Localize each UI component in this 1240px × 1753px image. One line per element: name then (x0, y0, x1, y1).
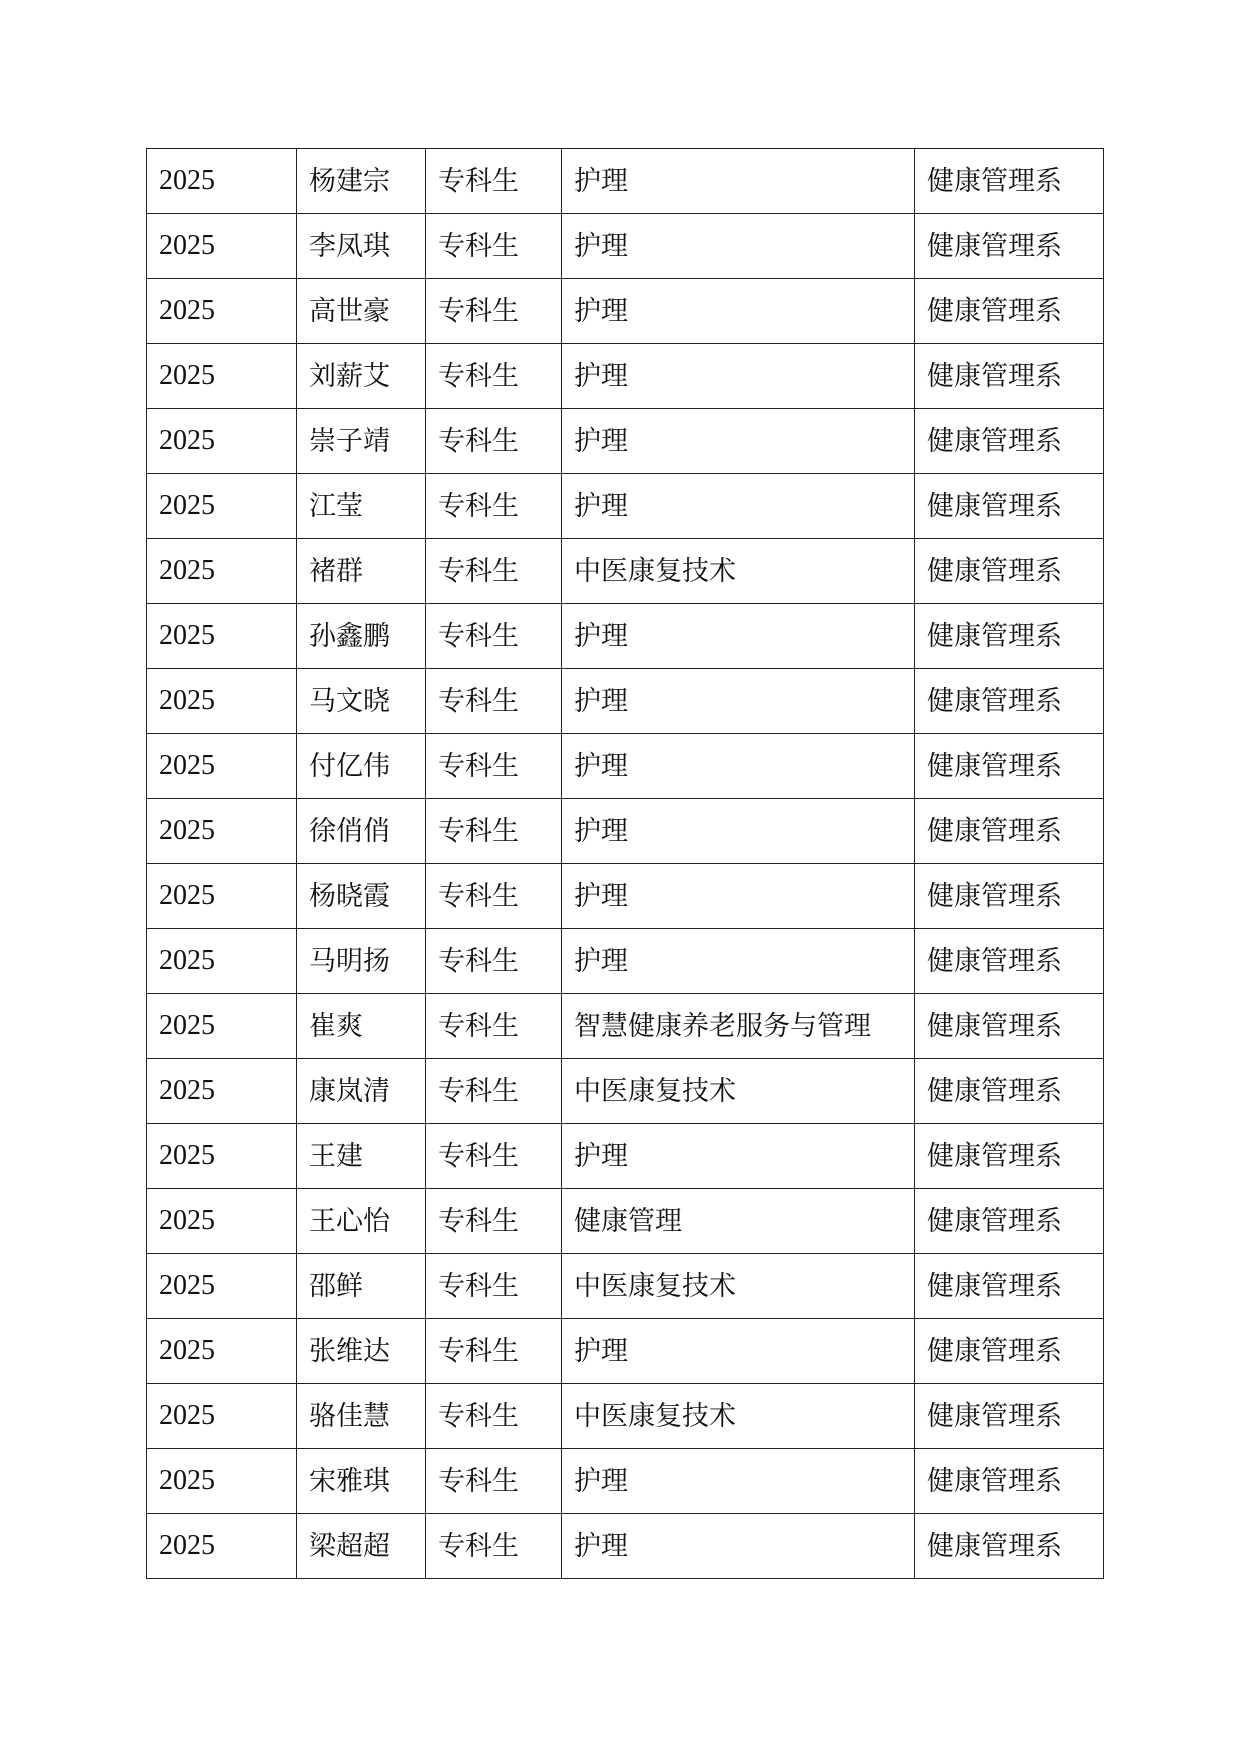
department-cell: 健康管理系 (915, 1449, 1104, 1514)
department-cell: 健康管理系 (915, 994, 1104, 1059)
department-cell: 健康管理系 (915, 1384, 1104, 1449)
department-cell: 健康管理系 (915, 1124, 1104, 1189)
name-cell: 徐俏俏 (297, 799, 426, 864)
level-cell: 专科生 (426, 409, 562, 474)
name-cell: 刘薪艾 (297, 344, 426, 409)
table-row (147, 1449, 1104, 1514)
level-cell: 专科生 (426, 1384, 562, 1449)
level-cell: 专科生 (426, 1124, 562, 1189)
department-cell: 健康管理系 (915, 1514, 1104, 1579)
major-cell: 健康管理 (562, 1189, 915, 1254)
year-cell: 2025 (147, 994, 297, 1059)
name-cell: 王建 (297, 1124, 426, 1189)
name-cell: 康岚清 (297, 1059, 426, 1124)
level-cell: 专科生 (426, 604, 562, 669)
name-cell: 邵鲜 (297, 1254, 426, 1319)
name-cell: 骆佳慧 (297, 1384, 426, 1449)
name-cell: 高世豪 (297, 279, 426, 344)
name-cell: 张维达 (297, 1319, 426, 1384)
year-cell: 2025 (147, 669, 297, 734)
department-cell: 健康管理系 (915, 604, 1104, 669)
department-cell: 健康管理系 (915, 734, 1104, 799)
year-cell: 2025 (147, 409, 297, 474)
table-row (147, 1124, 1104, 1189)
major-cell: 中医康复技术 (562, 1059, 915, 1124)
major-cell: 护理 (562, 409, 915, 474)
major-cell: 中医康复技术 (562, 1384, 915, 1449)
major-cell: 护理 (562, 279, 915, 344)
level-cell: 专科生 (426, 279, 562, 344)
name-cell: 马明扬 (297, 929, 426, 994)
name-cell: 杨晓霞 (297, 864, 426, 929)
table-row (147, 279, 1104, 344)
name-cell: 孙鑫鹏 (297, 604, 426, 669)
department-cell: 健康管理系 (915, 539, 1104, 604)
level-cell: 专科生 (426, 669, 562, 734)
level-cell: 专科生 (426, 734, 562, 799)
department-cell: 健康管理系 (915, 1059, 1104, 1124)
major-cell: 中医康复技术 (562, 539, 915, 604)
level-cell: 专科生 (426, 539, 562, 604)
major-cell: 护理 (562, 474, 915, 539)
table-row (147, 1514, 1104, 1579)
major-cell: 护理 (562, 669, 915, 734)
table-row (147, 1254, 1104, 1319)
student-roster-table (146, 148, 1104, 1579)
year-cell: 2025 (147, 1514, 297, 1579)
major-cell: 护理 (562, 864, 915, 929)
table-row (147, 409, 1104, 474)
year-cell: 2025 (147, 1449, 297, 1514)
level-cell: 专科生 (426, 214, 562, 279)
major-cell: 护理 (562, 734, 915, 799)
table-row (147, 539, 1104, 604)
major-cell: 护理 (562, 344, 915, 409)
level-cell: 专科生 (426, 1319, 562, 1384)
department-cell: 健康管理系 (915, 864, 1104, 929)
year-cell: 2025 (147, 734, 297, 799)
level-cell: 专科生 (426, 994, 562, 1059)
table-row (147, 799, 1104, 864)
table-row (147, 734, 1104, 799)
department-cell: 健康管理系 (915, 214, 1104, 279)
name-cell: 王心怡 (297, 1189, 426, 1254)
name-cell: 江莹 (297, 474, 426, 539)
department-cell: 健康管理系 (915, 344, 1104, 409)
year-cell: 2025 (147, 149, 297, 214)
major-cell: 中医康复技术 (562, 1254, 915, 1319)
level-cell: 专科生 (426, 1189, 562, 1254)
year-cell: 2025 (147, 279, 297, 344)
major-cell: 护理 (562, 1124, 915, 1189)
department-cell: 健康管理系 (915, 669, 1104, 734)
major-cell: 护理 (562, 149, 915, 214)
level-cell: 专科生 (426, 864, 562, 929)
year-cell: 2025 (147, 1319, 297, 1384)
table-row (147, 344, 1104, 409)
level-cell: 专科生 (426, 1449, 562, 1514)
year-cell: 2025 (147, 1124, 297, 1189)
major-cell: 护理 (562, 604, 915, 669)
department-cell: 健康管理系 (915, 1319, 1104, 1384)
name-cell: 宋雅琪 (297, 1449, 426, 1514)
major-cell: 护理 (562, 1319, 915, 1384)
year-cell: 2025 (147, 474, 297, 539)
table-row (147, 669, 1104, 734)
table-row (147, 864, 1104, 929)
major-cell: 智慧健康养老服务与管理 (562, 994, 915, 1059)
roster-body (147, 149, 1104, 1579)
year-cell: 2025 (147, 1059, 297, 1124)
table-row (147, 604, 1104, 669)
name-cell: 崔爽 (297, 994, 426, 1059)
year-cell: 2025 (147, 799, 297, 864)
year-cell: 2025 (147, 1384, 297, 1449)
major-cell: 护理 (562, 1449, 915, 1514)
table-row (147, 1319, 1104, 1384)
department-cell: 健康管理系 (915, 474, 1104, 539)
major-cell: 护理 (562, 799, 915, 864)
table-row (147, 929, 1104, 994)
name-cell: 马文晓 (297, 669, 426, 734)
year-cell: 2025 (147, 929, 297, 994)
name-cell: 梁超超 (297, 1514, 426, 1579)
name-cell: 褚群 (297, 539, 426, 604)
level-cell: 专科生 (426, 929, 562, 994)
table-row (147, 474, 1104, 539)
department-cell: 健康管理系 (915, 1254, 1104, 1319)
level-cell: 专科生 (426, 149, 562, 214)
table-row (147, 1189, 1104, 1254)
department-cell: 健康管理系 (915, 149, 1104, 214)
name-cell: 杨建宗 (297, 149, 426, 214)
year-cell: 2025 (147, 214, 297, 279)
name-cell: 付亿伟 (297, 734, 426, 799)
level-cell: 专科生 (426, 344, 562, 409)
department-cell: 健康管理系 (915, 929, 1104, 994)
year-cell: 2025 (147, 539, 297, 604)
level-cell: 专科生 (426, 799, 562, 864)
table-row (147, 1384, 1104, 1449)
table-row (147, 994, 1104, 1059)
level-cell: 专科生 (426, 1254, 562, 1319)
year-cell: 2025 (147, 864, 297, 929)
table-row (147, 1059, 1104, 1124)
major-cell: 护理 (562, 929, 915, 994)
level-cell: 专科生 (426, 474, 562, 539)
table-row (147, 214, 1104, 279)
year-cell: 2025 (147, 1254, 297, 1319)
department-cell: 健康管理系 (915, 279, 1104, 344)
year-cell: 2025 (147, 344, 297, 409)
department-cell: 健康管理系 (915, 409, 1104, 474)
department-cell: 健康管理系 (915, 1189, 1104, 1254)
major-cell: 护理 (562, 1514, 915, 1579)
year-cell: 2025 (147, 1189, 297, 1254)
table-row (147, 149, 1104, 214)
major-cell: 护理 (562, 214, 915, 279)
name-cell: 李凤琪 (297, 214, 426, 279)
level-cell: 专科生 (426, 1514, 562, 1579)
level-cell: 专科生 (426, 1059, 562, 1124)
year-cell: 2025 (147, 604, 297, 669)
department-cell: 健康管理系 (915, 799, 1104, 864)
name-cell: 崇子靖 (297, 409, 426, 474)
